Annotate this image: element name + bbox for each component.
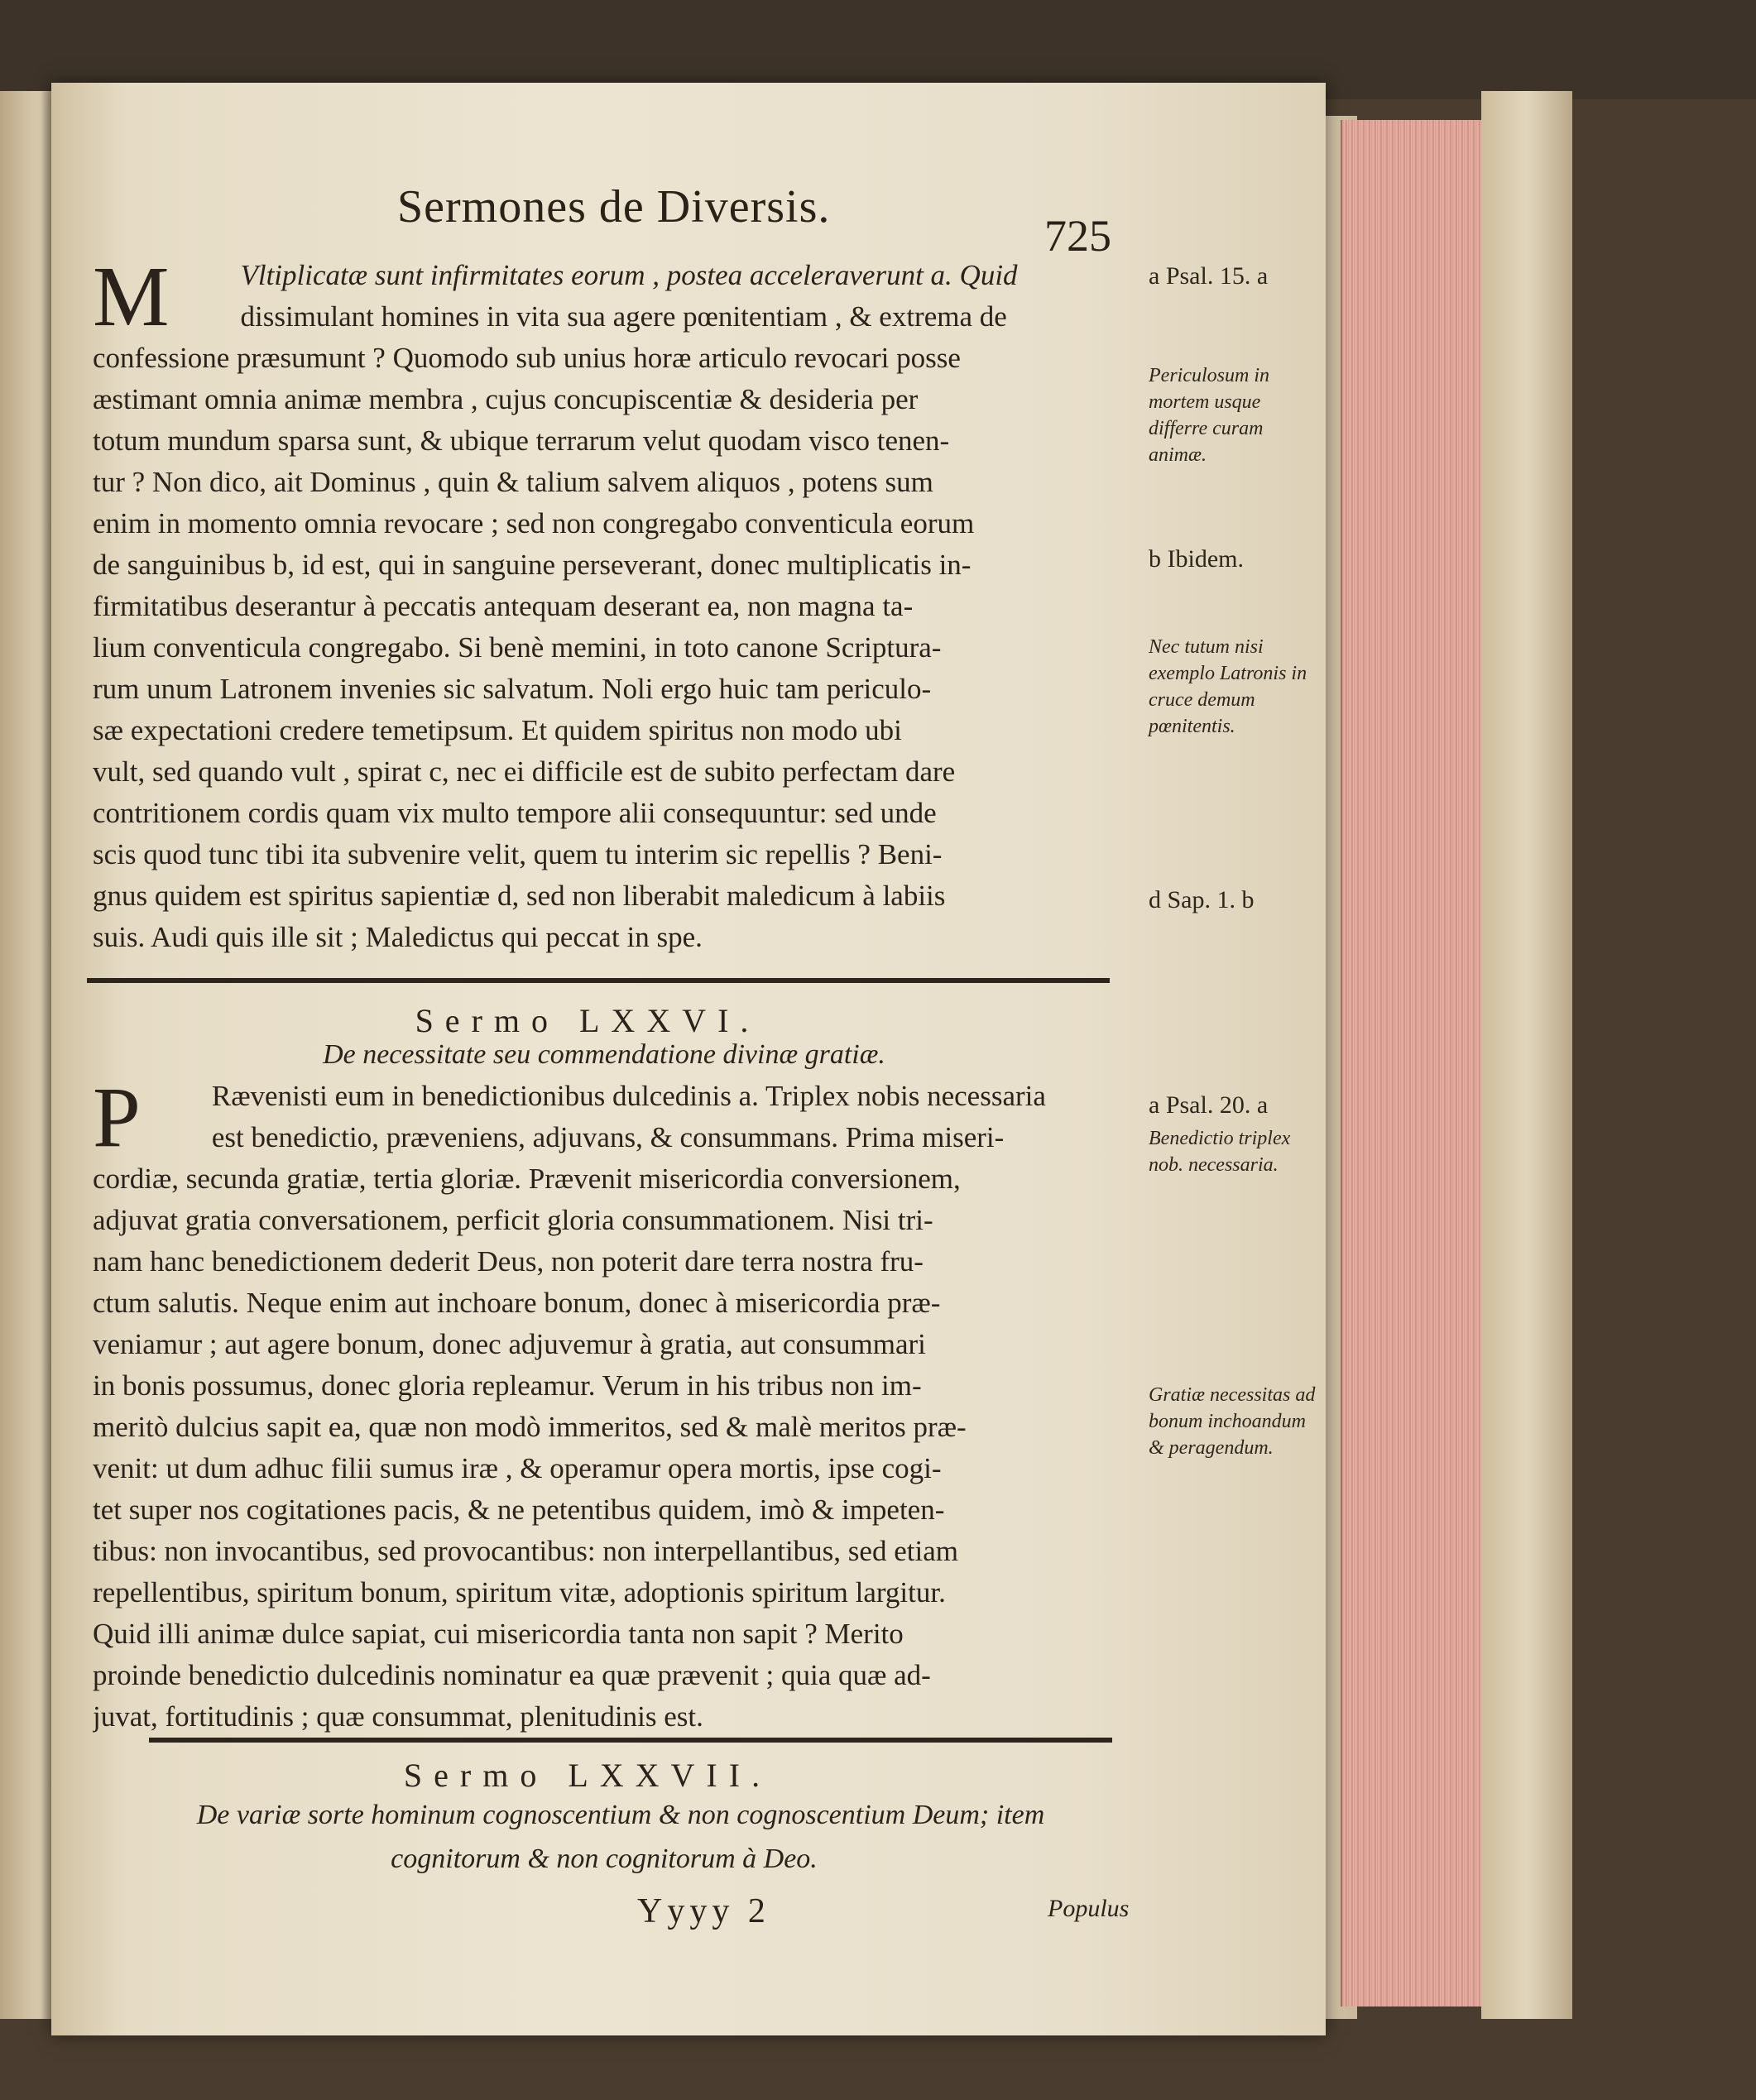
text-line: cordiæ, secunda gratiæ, tertia gloriæ. Prævenit misericordia conversionem,: [93, 1163, 961, 1195]
sermon-subtitle: De necessitate seu commendatione divinæ gratiæ.: [323, 1039, 885, 1070]
text-line: venit: ut dum adhuc filii sumus iræ , & operamur opera mortis, ipse cogi-: [93, 1452, 942, 1484]
text-line: adjuvat gratia conversationem, perficit gloria consummationem. Nisi tri-: [93, 1204, 933, 1236]
margin-note-reference: a Psal. 15. a: [1149, 262, 1269, 290]
text-line: totum mundum sparsa sunt, & ubique terrarum velut quodam visco tenen-: [93, 424, 950, 457]
text-line: vult, sed quando vult , spirat c, nec ei difficile est de subito perfectam dare: [93, 755, 956, 788]
text-line: sæ expectationi credere temetipsum. Et quidem spiritus non modo ubi: [93, 714, 902, 746]
facing-page-edge: [0, 91, 58, 2019]
text-line: Rævenisti eum in benedictionibus dulcedinis a. Triplex nobis necessaria: [211, 1080, 1046, 1112]
text-line: dissimulant homines in vita sua agere pœnitentiam , & extrema de: [240, 300, 1007, 333]
margin-note-reference: d Sap. 1. b: [1149, 886, 1255, 913]
margin-note: Periculosum in mortem usque differre curam animæ.: [1149, 365, 1269, 466]
margin-note: Gratiæ necessitas ad bonum inchoandum & peragendum.: [1149, 1384, 1316, 1459]
paragraph-1: [93, 249, 1127, 958]
drop-cap: M: [93, 249, 170, 344]
text-line: repellentibus, spiritum bonum, spiritum vitæ, adoptionis spiritum largitur.: [93, 1576, 946, 1609]
page-number: 725: [1044, 211, 1111, 261]
text-line: æstimant omnia animæ membra , cujus concupiscentiæ & desideria per: [93, 383, 919, 415]
signature-mark: Yyyy 2: [637, 1892, 770, 1930]
sermon-heading: Sermo LXXVI.: [415, 1002, 760, 1039]
text-line: nam hanc benedictionem dederit Deus, non poterit dare terra nostra fru-: [93, 1245, 924, 1278]
text-line: lium conventicula congregabo. Si benè memini, in toto canone Scriptura-: [93, 631, 942, 664]
text-line: de sanguinibus b, id est, qui in sanguine perseverant, donec multiplicatis in-: [93, 549, 972, 581]
sermon-subtitle: De variæ sorte hominum cognoscentium & non cognoscentium Deum; item: [196, 1800, 1045, 1830]
text-line: meritò dulcius sapit ea, quæ non modò immeritos, sed & malè meritos præ-: [93, 1411, 967, 1443]
text-line: enim in momento omnia revocare ; sed non congregabo conventicula eorum: [93, 507, 975, 539]
running-title: Sermones de Diversis.: [397, 181, 831, 233]
text-line: suis. Audi quis ille sit ; Maledictus qui peccat in spe.: [93, 921, 703, 953]
text-line: tur ? Non dico, ait Dominus , quin & talium salvem aliquos , potens sum: [93, 466, 933, 498]
section-rule: [87, 978, 1110, 983]
text-line: scis quod tunc tibi ita subvenire velit, quem tu interim sic repellis ? Beni-: [93, 838, 943, 870]
text-line: contritionem cordis quam vix multo tempore alii consequuntur: sed unde: [93, 797, 937, 829]
margin-note: Nec tutum nisi exemplo Latronis in cruce demum pœnitentis.: [1149, 636, 1307, 737]
text-line: Quid illi animæ dulce sapiat, cui misericordia tanta non sapit ? Merito: [93, 1618, 904, 1650]
text-line: gnus quidem est spiritus sapientiæ d, sed non liberabit maledicum à labiis: [93, 880, 946, 912]
margin-note: Benedictio triplex nob. necessaria.: [1149, 1128, 1291, 1176]
text-line: confessione præsumunt ? Quomodo sub unius horæ articulo revocari posse: [93, 342, 961, 374]
paragraph-2: [93, 1070, 1127, 1738]
text-line: veniamur ; aut agere bonum, donec adjuvemur à gratia, aut consummari: [93, 1328, 926, 1360]
margin-note-reference: b Ibidem.: [1149, 545, 1244, 573]
text-line: tibus: non invocantibus, sed provocantibus: non interpellantibus, sed etiam: [93, 1535, 958, 1567]
sermon-heading: Sermo LXXVII.: [403, 1757, 772, 1794]
text-line: est benedictio, præveniens, adjuvans, & consummans. Prima miseri-: [211, 1121, 1005, 1153]
margin-note-reference: a Psal. 20. a: [1149, 1091, 1269, 1119]
text-line: in bonis possumus, donec gloria repleamur. Verum in his tribus non im-: [93, 1369, 922, 1402]
catchword: Populus: [1048, 1895, 1130, 1922]
section-rule: [149, 1738, 1112, 1743]
text-line: Vltiplicatæ sunt infirmitates eorum , postea acceleraverunt a. Quid: [240, 259, 1018, 291]
text-line: tet super nos cogitationes pacis, & ne petentibus quidem, imò & impeten-: [93, 1493, 945, 1526]
text-line: proinde benedictio dulcedinis nominatur ea quæ prævenit ; quia quæ ad-: [93, 1659, 931, 1691]
text-line: firmitatibus deserantur à peccatis antequam deserant ea, non magna ta-: [93, 590, 914, 622]
text-line: rum unum Latronem invenies sic salvatum. Noli ergo huic tam periculo-: [93, 673, 932, 705]
sermon-subtitle: cognitorum & non cognitorum à Deo.: [391, 1843, 818, 1874]
text-line: ctum salutis. Neque enim aut inchoare bonum, donec à misericordia præ-: [93, 1287, 941, 1319]
book-cover-edge: [1481, 91, 1572, 2019]
book-fore-edge: [1341, 120, 1483, 2007]
drop-cap: P: [93, 1070, 141, 1165]
text-line: juvat, fortitudinis ; quæ consummat, plenitudinis est.: [93, 1700, 703, 1733]
